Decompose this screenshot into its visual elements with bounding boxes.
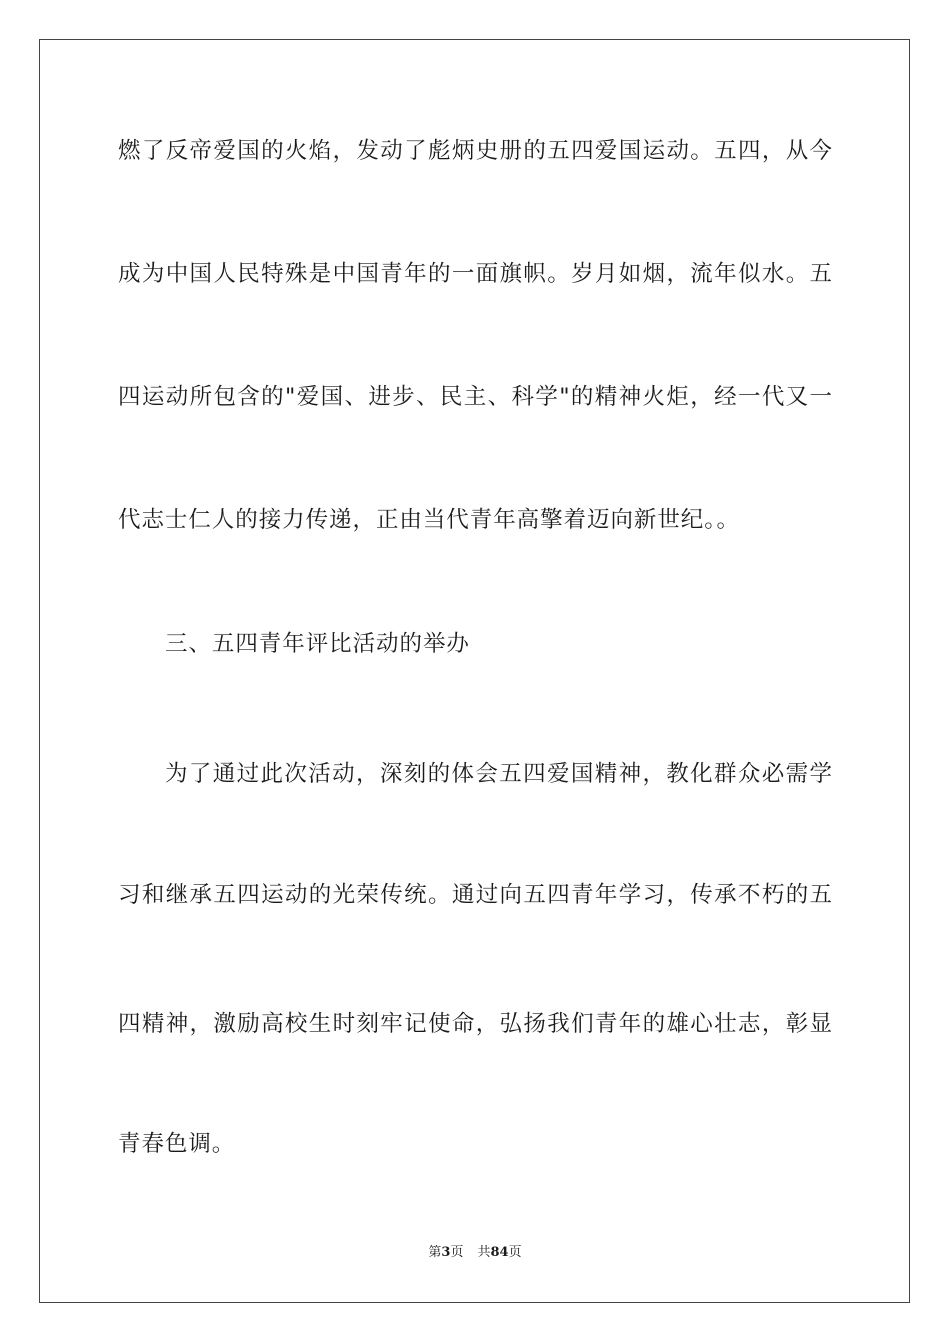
body-text-line: 代志士仁人的接力传递，正由当代青年高擎着迈向新世纪。。 bbox=[118, 507, 740, 533]
body-text-line: 燃了反帝爱国的火焰，发动了彪炳史册的五四爱国运动。五四，从今 bbox=[118, 138, 833, 164]
body-text-line: 为了通过此次活动，深刻的体会五四爱国精神，教化群众必需学 bbox=[165, 761, 833, 787]
section-heading: 三、五四青年评比活动的举办 bbox=[165, 631, 470, 657]
footer-page-number: 3 bbox=[441, 1245, 451, 1260]
footer-page-suffix: 页 bbox=[450, 1245, 464, 1260]
footer-total-suffix: 页 bbox=[508, 1245, 522, 1260]
page-border bbox=[39, 39, 910, 1303]
footer-total-prefix: 共 bbox=[477, 1245, 491, 1260]
body-text-line: 青春色调。 bbox=[118, 1131, 236, 1157]
body-text-line: 四运动所包含的"爱国、进步、民主、科学"的精神火炬，经一代又一 bbox=[118, 384, 833, 410]
footer-total-pages: 84 bbox=[490, 1245, 509, 1260]
footer-page-prefix: 第 bbox=[428, 1245, 442, 1260]
page-footer bbox=[0, 1244, 950, 1262]
body-text-line: 习和继承五四运动的光荣传统。通过向五四青年学习，传承不朽的五 bbox=[118, 882, 833, 908]
body-text-line: 成为中国人民特殊是中国青年的一面旗帜。岁月如烟，流年似水。五 bbox=[118, 261, 833, 287]
body-text-line: 四精神，激励高校生时刻牢记使命，弘扬我们青年的雄心壮志，彰显 bbox=[118, 1011, 833, 1037]
